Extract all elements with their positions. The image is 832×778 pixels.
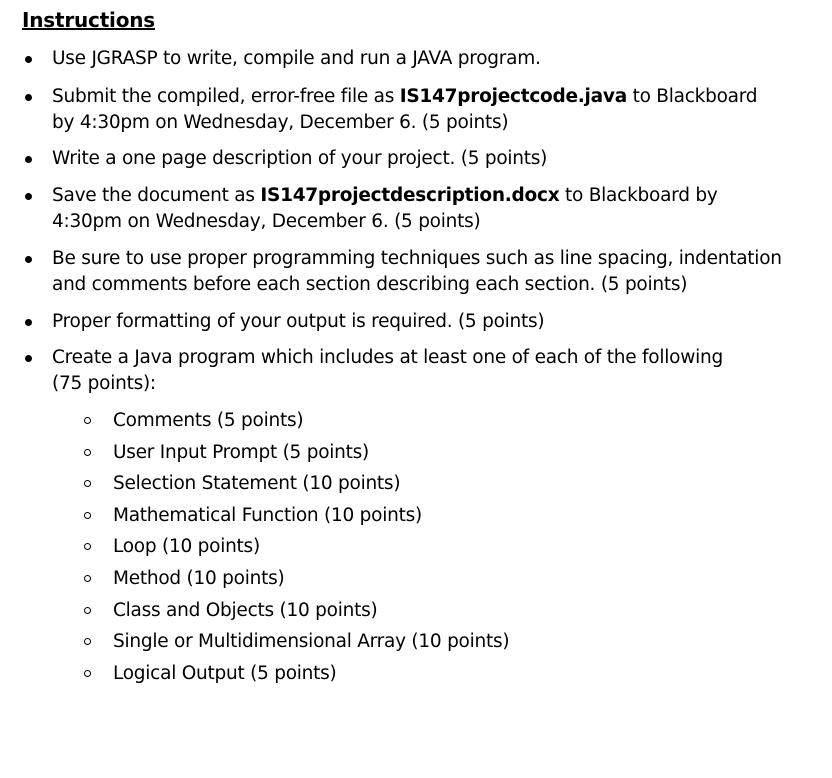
hollow-bullet-icon bbox=[84, 480, 91, 487]
bullet-text: Submit the compiled, error-free file as bbox=[52, 86, 400, 107]
bullet-item bbox=[52, 183, 792, 235]
sub-list-item bbox=[113, 471, 813, 497]
bullet-item bbox=[52, 46, 812, 72]
sub-item-text: Single or Multidimensional Array (10 points) bbox=[113, 631, 510, 652]
bullet-text: Write a one page description of your project. (5 points) bbox=[52, 148, 548, 169]
bullet-text: Save the document as bbox=[52, 185, 261, 206]
hollow-bullet-icon bbox=[84, 512, 91, 519]
bullet-filename: IS147projectcode.java bbox=[399, 86, 627, 107]
bullet-item bbox=[52, 84, 772, 136]
bullet-text: Use JGRASP to write, compile and run a JAVA program. bbox=[52, 48, 541, 69]
bullet-text: Create a Java program which includes at least one of each of the following (75 points): bbox=[52, 347, 723, 394]
sub-list-item bbox=[113, 534, 813, 560]
bullet-icon bbox=[25, 56, 32, 63]
sub-item-text: Class and Objects (10 points) bbox=[113, 600, 378, 621]
bullet-item bbox=[52, 309, 812, 335]
sub-list-item bbox=[113, 598, 813, 624]
bullet-icon bbox=[25, 355, 32, 362]
bullet-text-after: to Blackboard by 4:30pm on Wednesday, December 6. (5 points) bbox=[52, 185, 718, 232]
sub-list-item bbox=[113, 661, 813, 687]
sub-item-text: Selection Statement (10 points) bbox=[113, 473, 401, 494]
sub-item-text: Method (10 points) bbox=[113, 568, 285, 589]
hollow-bullet-icon bbox=[84, 670, 91, 677]
hollow-bullet-icon bbox=[84, 575, 91, 582]
sub-list-item bbox=[113, 408, 813, 434]
hollow-bullet-icon bbox=[84, 638, 91, 645]
bullet-icon bbox=[25, 193, 32, 200]
hollow-bullet-icon bbox=[84, 417, 91, 424]
bullet-item bbox=[52, 246, 817, 298]
sub-item-text: Logical Output (5 points) bbox=[113, 663, 337, 684]
bullet-item bbox=[52, 146, 812, 172]
hollow-bullet-icon bbox=[84, 607, 91, 614]
hollow-bullet-icon bbox=[84, 449, 91, 456]
hollow-bullet-icon bbox=[84, 543, 91, 550]
sub-list-item bbox=[113, 566, 813, 592]
sub-list-item bbox=[113, 503, 813, 529]
sub-item-text: Mathematical Function (10 points) bbox=[113, 505, 422, 526]
bullet-icon bbox=[25, 319, 32, 326]
sub-list-item bbox=[113, 629, 813, 655]
bullet-filename: IS147projectdescription.docx bbox=[260, 185, 560, 206]
bullet-item bbox=[52, 345, 752, 397]
sub-item-text: Comments (5 points) bbox=[113, 410, 304, 431]
sub-item-text: User Input Prompt (5 points) bbox=[113, 442, 369, 463]
bullet-text: Proper formatting of your output is required. (5 points) bbox=[52, 311, 545, 332]
sub-list-item bbox=[113, 440, 813, 466]
bullet-icon bbox=[25, 256, 32, 263]
sub-item-text: Loop (10 points) bbox=[113, 536, 260, 557]
bullet-text-after: to Blackboard by 4:30pm on Wednesday, December 6. (5 points) bbox=[52, 86, 758, 133]
instructions-heading: Instructions bbox=[22, 8, 156, 32]
bullet-icon bbox=[25, 94, 32, 101]
bullet-icon bbox=[25, 156, 32, 163]
bullet-text: Be sure to use proper programming techniques such as line spacing, indentation and comments before each section describing each section. (5 points) bbox=[52, 248, 782, 295]
